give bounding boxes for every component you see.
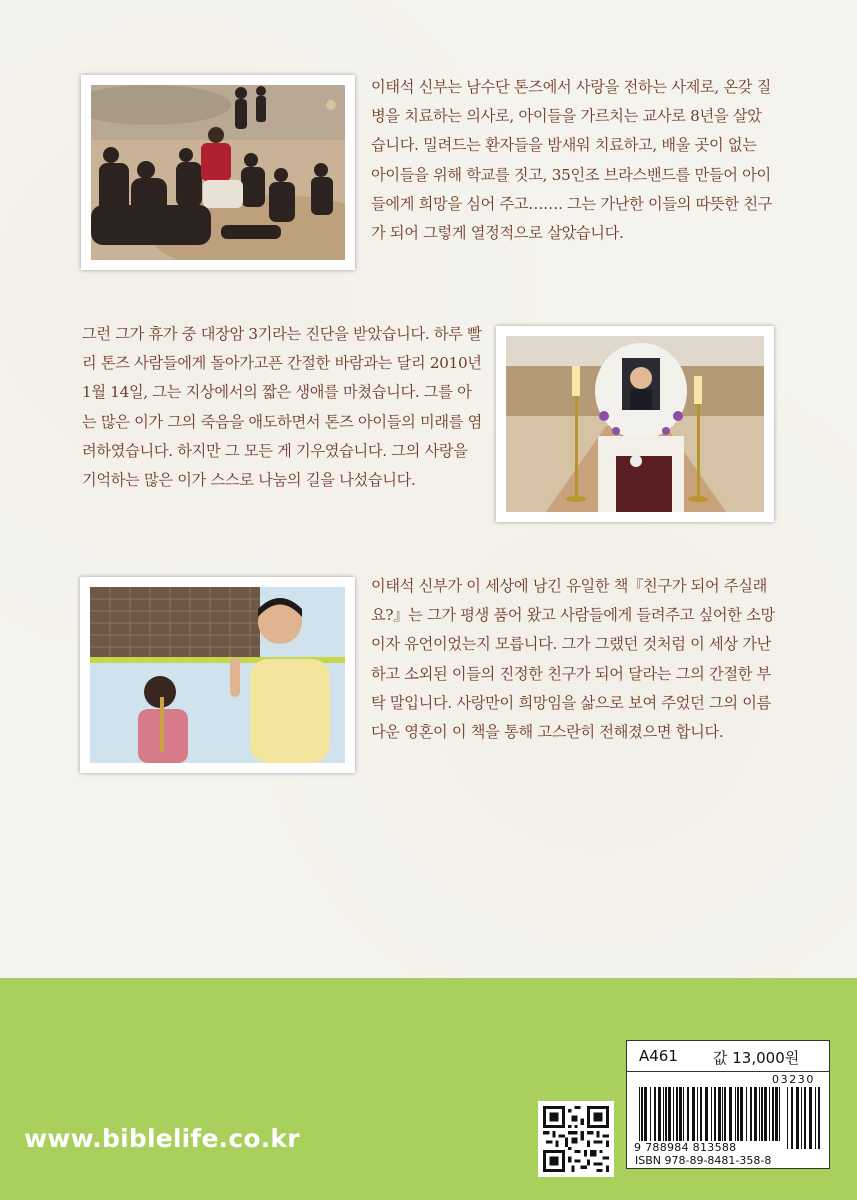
text-line: 다운 영혼이 이 책을 통해 고스란히 전해졌으면 합니다. — [371, 723, 724, 742]
barcode-bar — [676, 1087, 678, 1141]
barcode-bar — [641, 1087, 643, 1141]
photo-tonj-villagers — [81, 75, 355, 270]
barcode-bar — [718, 1087, 721, 1141]
qr-code-graphic — [543, 1106, 609, 1172]
barcode-bar — [650, 1087, 651, 1141]
barcode-bar — [761, 1087, 763, 1141]
barcode-bar — [791, 1087, 793, 1149]
section-1-text — [371, 73, 772, 248]
villagers-image — [91, 85, 345, 260]
barcode-bar — [668, 1087, 671, 1141]
barcode-header — [627, 1041, 829, 1072]
barcode-bar — [801, 1087, 802, 1149]
barcode-bar — [724, 1087, 726, 1141]
text-line: 이태석 신부는 남수단 톤즈에서 사랑을 전하는 사제로, 온갖 질 — [371, 78, 772, 96]
altar-image — [506, 336, 764, 512]
barcode-bar — [779, 1087, 780, 1141]
section-3-text — [371, 572, 775, 747]
barcode-bar — [639, 1087, 640, 1141]
category-code: A461 — [639, 1047, 678, 1065]
barcode-bar — [665, 1087, 667, 1141]
barcode-addon-icon — [787, 1087, 823, 1149]
text-line: 는 많은 이가 그의 죽음을 애도하면서 톤즈 아이들의 미래를 염 — [82, 412, 483, 431]
barcode-bar — [654, 1087, 656, 1141]
text-line: 1월 14일, 그는 지상에서의 짧은 생애를 마쳤습니다. 그를 아 — [82, 383, 472, 402]
text-line: 들에게 희망을 심어 주고……. 그는 가난한 이들의 따뜻한 친구 — [371, 194, 773, 213]
barcode-box — [626, 1040, 830, 1169]
text-line: 병을 치료하는 의사로, 아이들을 가르치는 교사로 8년을 살았 — [371, 107, 762, 126]
ean-number: 9 788984 813588 — [634, 1141, 737, 1154]
photo-funeral-altar — [496, 326, 774, 522]
barcode-bar — [692, 1087, 695, 1141]
barcode-bar — [705, 1087, 708, 1141]
barcode-bar — [687, 1087, 689, 1141]
footer-band — [0, 978, 857, 1200]
barcode-bar — [764, 1087, 767, 1141]
barcode-bar — [663, 1087, 664, 1141]
barcode-bar — [746, 1087, 747, 1141]
text-line: 이태석 신부가 이 세상에 남긴 유일한 책『친구가 되어 주실래 — [371, 577, 768, 595]
barcode-bar — [787, 1087, 788, 1149]
barcode-bar — [722, 1087, 723, 1141]
barcode-bar — [750, 1087, 752, 1141]
barcode-bar — [683, 1087, 684, 1141]
lesson-image — [90, 587, 345, 763]
publisher-url[interactable]: www.biblelife.co.kr — [24, 1124, 300, 1153]
addon-code: 03230 — [772, 1073, 815, 1086]
barcode-bar — [658, 1087, 661, 1141]
barcode-bar — [714, 1087, 716, 1141]
barcode-bar — [815, 1087, 816, 1149]
barcode-bar — [759, 1087, 760, 1141]
text-line: 아이들을 위해 학교를 짓고, 35인조 브라스밴드를 만들어 아이 — [371, 165, 771, 184]
text-line: 리 톤즈 사람들에게 돌아가고픈 간절한 바람과는 달리 2010년 — [82, 354, 482, 373]
barcode-bar — [644, 1087, 647, 1141]
barcode-bar — [775, 1087, 778, 1141]
qr-code-icon[interactable] — [538, 1101, 614, 1177]
barcode-bar — [700, 1087, 702, 1141]
text-line: 하고 소외된 이들의 진정한 친구가 되어 달라는 그의 간절한 부 — [371, 664, 772, 683]
barcode-bar — [772, 1087, 774, 1141]
isbn-number: ISBN 978-89-8481-358-8 — [635, 1154, 772, 1167]
text-line: 요?』는 그가 평생 품어 왔고 사람들에게 들려주고 싶어한 소망 — [371, 606, 775, 625]
barcode-bar — [697, 1087, 698, 1141]
text-line: 이자 유언이었는지 모릅니다. 그가 그랬던 것처럼 이 세상 가난 — [371, 635, 772, 654]
barcode-bar — [818, 1087, 820, 1149]
price-label: 값 13,000원 — [713, 1049, 800, 1067]
barcode-bar — [769, 1087, 770, 1141]
barcode-bar — [711, 1087, 712, 1141]
barcode-bar — [796, 1087, 799, 1149]
barcode-ean-icon — [639, 1087, 785, 1141]
text-line: 습니다. 밀려드는 환자들을 밤새워 치료하고, 배울 곳이 없는 — [371, 136, 757, 155]
barcode-bar — [673, 1087, 674, 1141]
barcode-bar — [737, 1087, 739, 1141]
text-line: 가 되어 그렇게 열정적으로 살았습니다. — [371, 224, 624, 243]
section-2-text — [82, 320, 482, 495]
barcode-bar — [809, 1087, 812, 1149]
barcode-bar — [679, 1087, 682, 1141]
barcode-bar — [729, 1087, 732, 1141]
barcode-bar — [804, 1087, 806, 1149]
text-line: 기억하는 많은 이가 스스로 나눔의 길을 나섰습니다. — [82, 471, 416, 490]
text-line: 그런 그가 휴가 중 대장암 3기라는 진단을 받았습니다. 하루 빨 — [82, 325, 482, 343]
barcode-bar — [735, 1087, 736, 1141]
barcode-bar — [740, 1087, 743, 1141]
barcode-bar — [754, 1087, 757, 1141]
text-line: 탁 말입니다. 사랑만이 희망임을 삶으로 보여 주었던 그의 이름 — [371, 693, 772, 712]
text-line: 려하였습니다. 하지만 그 모든 게 기우였습니다. 그의 사랑을 — [82, 441, 468, 460]
photo-music-lesson — [80, 577, 355, 773]
